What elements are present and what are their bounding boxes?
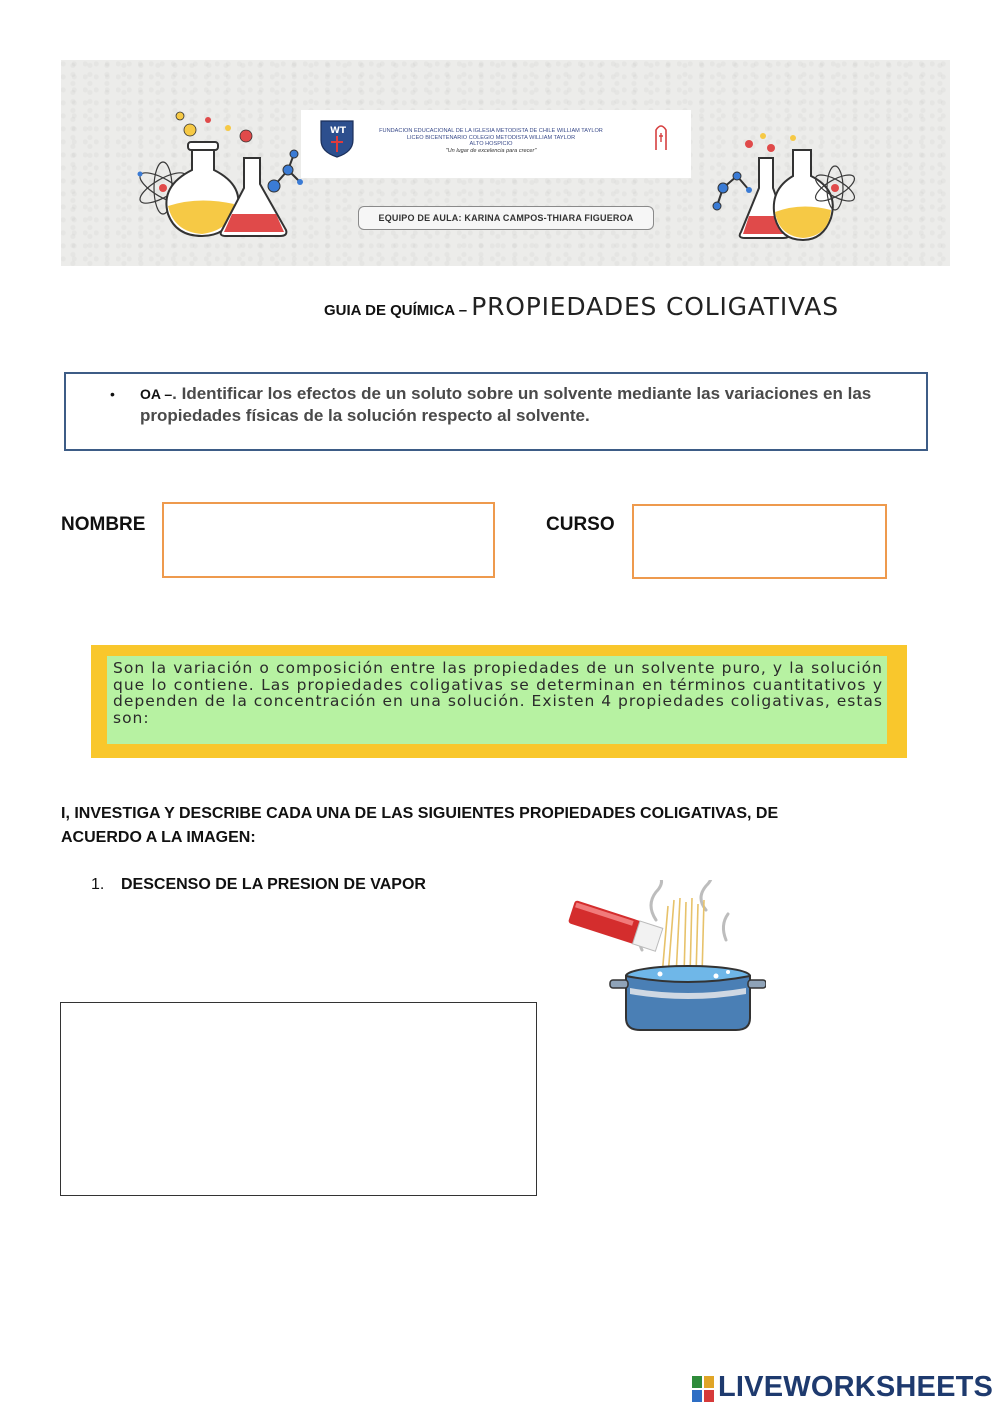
brand-text: LIVEWORKSHEETS [718, 1371, 994, 1403]
name-input[interactable] [162, 502, 495, 578]
list-item-number: 1. [91, 876, 105, 893]
title-main: PROPIEDADES COLIGATIVAS [471, 292, 839, 321]
answer-textbox[interactable] [60, 1002, 537, 1196]
objective-label: OA – [140, 386, 173, 402]
section-heading: I, INVESTIGA Y DESCRIBE CADA UNA DE LAS SIGUIENTES PROPIEDADES COLIGATIVAS, DE ACUERDO A LA IMAGEN: [61, 805, 779, 846]
chemistry-flasks-illustration [128, 108, 303, 238]
definition-inner [107, 656, 887, 744]
school-crest-icon [318, 118, 356, 158]
header-banner [61, 60, 950, 266]
course-input[interactable] [632, 504, 887, 579]
list-item-text: DESCENSO DE LA PRESION DE VAPOR [121, 876, 426, 893]
school-name-lines [371, 128, 611, 154]
course-label: CURSO [546, 514, 615, 535]
chemistry-flasks-illustration-right [711, 128, 861, 248]
objective-text [140, 383, 920, 427]
school-header-card [301, 110, 691, 178]
worksheet-title [324, 292, 964, 328]
boiling-pot-pasta-illustration [556, 880, 766, 1040]
org-line-city: ALTO HOSPICIO [469, 141, 513, 148]
team-label: EQUIPO DE AULA: KARINA CAMPOS-THIARA FIGUEROA [358, 206, 654, 230]
list-item [91, 876, 426, 894]
bullet-icon: • [110, 386, 115, 402]
school-motto: "Un lugar de excelencia para crecer" [445, 147, 537, 154]
name-label: NOMBRE [61, 514, 146, 535]
objective-description: . Identificar los efectos de un soluto sobre un solvente mediante las variaciones en las propiedades físicas de la solución respecto al solvente. [140, 384, 872, 425]
org-line-school: LICEO BICENTENARIO COLEGIO METODISTA WILLIAM TAYLOR [406, 134, 576, 141]
org-line-foundation: FUNDACION EDUCACIONAL DE LA IGLESIA METODISTA DE CHILE WILLIAM TAYLOR [379, 128, 603, 134]
definition-text: Son la variación o composición entre las propiedades de un solvente puro, y la solución que lo contiene. Las propiedades coligativas se determinan en términos cuantitativos y dependen de la concentración en una solución. Existen 4 propiedades coligativas, estas son: [113, 659, 883, 727]
definition-box [91, 645, 907, 758]
svg-text:WT: WT [330, 126, 347, 136]
objective-box [64, 372, 928, 451]
methodist-flame-logo-icon [653, 122, 669, 152]
title-prefix: GUIA DE QUÍMICA – [324, 302, 472, 319]
liveworksheets-logo-icon [692, 1376, 714, 1402]
